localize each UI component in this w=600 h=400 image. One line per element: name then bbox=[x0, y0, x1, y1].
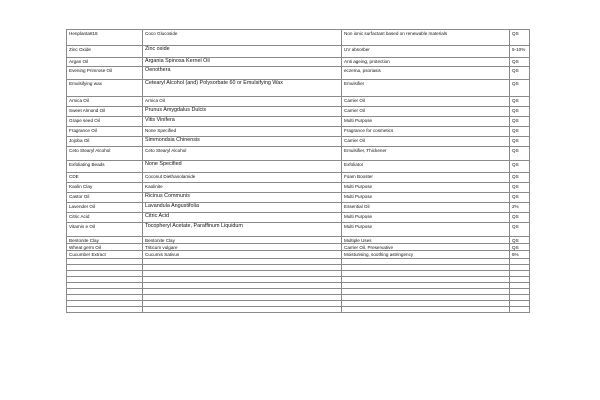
table-row bbox=[67, 183, 530, 193]
inci-name-cell: Vitis Vinifera bbox=[143, 117, 342, 127]
ingredient-name-cell: Grape seed Oil bbox=[67, 117, 143, 127]
function-cell: UV absorber bbox=[342, 46, 510, 58]
quantity-cell: QS bbox=[510, 237, 530, 244]
ingredient-name-cell: Zinc Oxide bbox=[67, 46, 143, 58]
inci-name-cell: Coco Glucoside bbox=[143, 30, 342, 46]
ingredients-document bbox=[66, 29, 526, 313]
quantity-cell: QS bbox=[510, 223, 530, 237]
ingredients-table-body bbox=[67, 30, 530, 313]
inci-name-cell: Zinc oxide bbox=[143, 46, 342, 58]
function-cell: Multi Purpose bbox=[342, 193, 510, 203]
table-row bbox=[67, 237, 530, 244]
quantity-cell: QS bbox=[510, 147, 530, 161]
inci-name-cell: Lavandula Angustifolia bbox=[143, 203, 342, 213]
function-cell: Carrier Oil bbox=[342, 97, 510, 107]
inci-name-cell: Prunus Amygdalus Dulcis bbox=[143, 107, 342, 117]
ingredient-name-cell: Vitamin e Oil bbox=[67, 223, 143, 237]
inci-name-cell: Cucumis Sativus bbox=[143, 251, 342, 258]
ingredient-name-cell: Sweet Almond Oil bbox=[67, 107, 143, 117]
inci-name-cell: Kaolinite bbox=[143, 183, 342, 193]
function-cell: Anti ageing, protection bbox=[342, 58, 510, 67]
ingredient-name-cell: Evening Primrose Oil bbox=[67, 67, 143, 80]
ingredient-name-cell: Cucumber Extract bbox=[67, 251, 143, 258]
inci-name-cell: None Specified bbox=[143, 161, 342, 173]
quantity-cell: QS bbox=[510, 127, 530, 137]
table-row bbox=[67, 223, 530, 237]
inci-name-cell: Citric Acid bbox=[143, 213, 342, 223]
quantity-cell: 5% bbox=[510, 251, 530, 258]
quantity-cell: QS bbox=[510, 117, 530, 127]
table-row bbox=[67, 213, 530, 223]
table-row bbox=[67, 107, 530, 117]
inci-name-cell: Simmondsia Chinensis bbox=[143, 137, 342, 147]
function-cell: Multi Purpose bbox=[342, 117, 510, 127]
inci-name-cell: Cetearyl Alcohol (and) Polysorbate 60 or Emulsifying Wax bbox=[143, 80, 342, 97]
table-row bbox=[67, 46, 530, 58]
function-cell: Moisturising, soothing astringency bbox=[342, 251, 510, 258]
ingredients-table bbox=[66, 29, 530, 313]
ingredient-name-cell: Castor Oil bbox=[67, 193, 143, 203]
ingredient-name-cell: Bentonite Clay bbox=[67, 237, 143, 244]
ingredient-name-cell: Jojoba Oil bbox=[67, 137, 143, 147]
inci-name-cell: Coconut Diethanolamide bbox=[143, 173, 342, 183]
function-cell: eczema, psoriasis bbox=[342, 67, 510, 80]
inci-name-cell: Ricinus Communis bbox=[143, 193, 342, 203]
ingredient-name-cell: Arnica Oil bbox=[67, 97, 143, 107]
table-row bbox=[67, 147, 530, 161]
function-cell: Exfoliator bbox=[342, 161, 510, 173]
inci-name-cell: Argania Spinosa Kernel Oil bbox=[143, 58, 342, 67]
ingredient-name-cell: Wheat germ Oil bbox=[67, 244, 143, 251]
table-row bbox=[67, 117, 530, 127]
inci-name-cell: None Specified bbox=[143, 127, 342, 137]
function-cell: Multi Purpose bbox=[342, 223, 510, 237]
quantity-cell: QS bbox=[510, 173, 530, 183]
function-cell: Fragrance for cosmetics bbox=[342, 127, 510, 137]
quantity-cell: QS bbox=[510, 183, 530, 193]
ingredient-name-cell: Kaolin Clay bbox=[67, 183, 143, 193]
quantity-cell: QS bbox=[510, 97, 530, 107]
quantity-cell: QS bbox=[510, 161, 530, 173]
ingredient-name-cell: Citric Acid bbox=[67, 213, 143, 223]
function-cell: Emulsifier bbox=[342, 80, 510, 97]
table-row bbox=[67, 203, 530, 213]
function-cell: Multiple Uses bbox=[342, 237, 510, 244]
ingredient-name-cell: Emulsifying wax bbox=[67, 80, 143, 97]
quantity-cell: 5-10% bbox=[510, 46, 530, 58]
ingredient-name-cell: Ceto Stearyl Alcohol bbox=[67, 147, 143, 161]
ingredient-name-cell bbox=[67, 306, 143, 312]
function-cell: Multi Purpose bbox=[342, 213, 510, 223]
function-cell: Multi Purpose bbox=[342, 183, 510, 193]
table-row bbox=[67, 244, 530, 251]
table-row bbox=[67, 306, 530, 312]
quantity-cell: 2% bbox=[510, 203, 530, 213]
table-row bbox=[67, 67, 530, 80]
quantity-cell: QS bbox=[510, 80, 530, 97]
function-cell: Essential Oil bbox=[342, 203, 510, 213]
table-row bbox=[67, 173, 530, 183]
inci-name-cell: Bentonite Clay bbox=[143, 237, 342, 244]
function-cell: Carrier Oil, Preservative bbox=[342, 244, 510, 251]
table-row bbox=[67, 80, 530, 97]
quantity-cell: QS bbox=[510, 213, 530, 223]
inci-name-cell: Tocopheryl Acetate, Paraffinum Liquidum bbox=[143, 223, 342, 237]
function-cell: Non ionic surfactant based on renewable materials bbox=[342, 30, 510, 46]
table-row bbox=[67, 137, 530, 147]
inci-name-cell: Triticum vulgare bbox=[143, 244, 342, 251]
quantity-cell: QS bbox=[510, 137, 530, 147]
ingredient-name-cell: Henplanta818 bbox=[67, 30, 143, 46]
inci-name-cell: Arnica Oil bbox=[143, 97, 342, 107]
ingredient-name-cell: Exfoliating Beads bbox=[67, 161, 143, 173]
table-row bbox=[67, 58, 530, 67]
inci-name-cell bbox=[143, 306, 342, 312]
function-cell bbox=[342, 306, 510, 312]
table-row bbox=[67, 161, 530, 173]
quantity-cell: QS bbox=[510, 67, 530, 80]
quantity-cell: QS bbox=[510, 30, 530, 46]
table-row bbox=[67, 193, 530, 203]
table-row bbox=[67, 97, 530, 107]
inci-name-cell: Ceto Stearyl Alcohol bbox=[143, 147, 342, 161]
function-cell: Carrier Oil bbox=[342, 107, 510, 117]
quantity-cell: QS bbox=[510, 193, 530, 203]
function-cell: Foam Booster bbox=[342, 173, 510, 183]
ingredient-name-cell: Lavender Oil bbox=[67, 203, 143, 213]
table-row bbox=[67, 30, 530, 46]
ingredient-name-cell: Fragrance Oil bbox=[67, 127, 143, 137]
function-cell: Carrier Oil bbox=[342, 137, 510, 147]
function-cell: Emulsifier, Thickener bbox=[342, 147, 510, 161]
quantity-cell: QS bbox=[510, 107, 530, 117]
quantity-cell bbox=[510, 306, 530, 312]
ingredient-name-cell: Argan Oil bbox=[67, 58, 143, 67]
table-row bbox=[67, 127, 530, 137]
ingredient-name-cell: CDE bbox=[67, 173, 143, 183]
quantity-cell: QS bbox=[510, 58, 530, 67]
quantity-cell: QS bbox=[510, 244, 530, 251]
inci-name-cell: Oenothera bbox=[143, 67, 342, 80]
table-row bbox=[67, 251, 530, 258]
